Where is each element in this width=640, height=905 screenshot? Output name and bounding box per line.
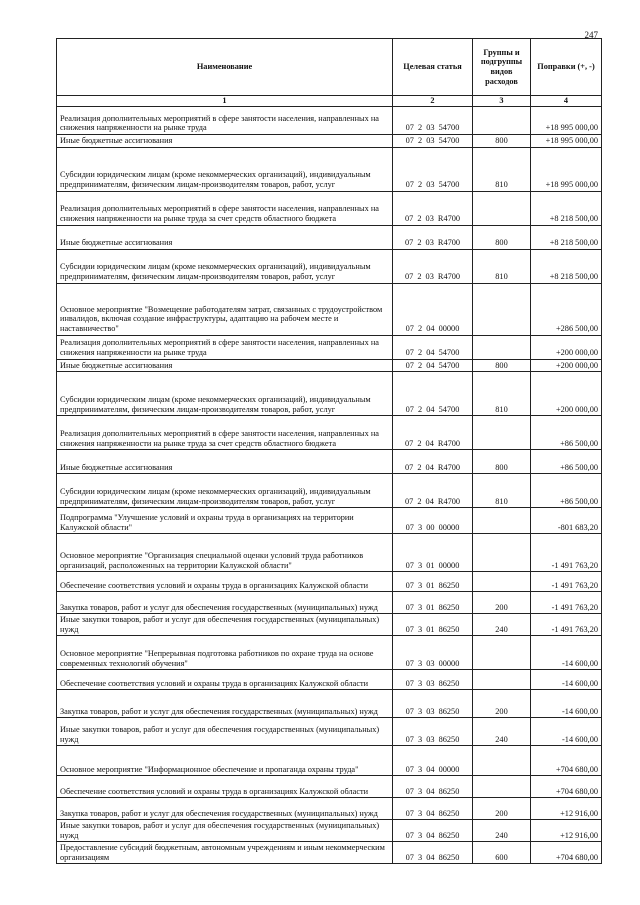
- row-amount: +18 995 000,00: [531, 107, 602, 135]
- table-row: [57, 670, 602, 690]
- table-row: [57, 372, 602, 416]
- header-amount: Поправки (+, -): [531, 39, 602, 96]
- row-article-code: 07 2 03 54700: [393, 107, 473, 135]
- row-group-code: [473, 416, 531, 450]
- table-row: [57, 572, 602, 592]
- row-amount: +12 916,00: [531, 820, 602, 842]
- header-name: Наименование: [57, 39, 393, 96]
- row-name: Реализация дополнительных мероприятий в сфере занятости населения, направленных на снижения напряженности на рынке труда: [57, 335, 393, 359]
- header-article: Целевая статья: [393, 39, 473, 96]
- row-name: Подпрограмма "Улучшение условий и охраны труда в организациях на территории Калужской области": [57, 508, 393, 534]
- row-group-code: [473, 534, 531, 572]
- table-row: [57, 798, 602, 820]
- row-group-code: 810: [473, 474, 531, 508]
- row-amount: +200 000,00: [531, 372, 602, 416]
- table-row: [57, 776, 602, 798]
- row-group-code: 240: [473, 718, 531, 746]
- row-article-code: 07 2 04 R4700: [393, 474, 473, 508]
- row-name: Субсидии юридическим лицам (кроме некоммерческих организаций), индивидуальным предпринимателям, физическим лицам-производителям товаров, работ, услуг: [57, 474, 393, 508]
- row-amount: +704 680,00: [531, 842, 602, 864]
- row-amount: +286 500,00: [531, 283, 602, 335]
- row-group-code: 200: [473, 690, 531, 718]
- row-article-code: 07 3 03 86250: [393, 690, 473, 718]
- row-group-code: [473, 572, 531, 592]
- table-row: [57, 359, 602, 372]
- row-amount: +86 500,00: [531, 474, 602, 508]
- row-name: Основное мероприятие "Информационное обеспечение и пропаганда охраны труда": [57, 746, 393, 776]
- table-row: [57, 534, 602, 572]
- row-name: Основное мероприятие "Возмещение работодателям затрат, связанных с трудоустройством инвалидов, включая создание инфраструктуры, адаптацию на рабочем месте и наставничество": [57, 283, 393, 335]
- column-number-row: [57, 96, 602, 107]
- row-article-code: 07 3 03 00000: [393, 636, 473, 670]
- row-name: Субсидии юридическим лицам (кроме некоммерческих организаций), индивидуальным предпринимателям, физическим лицам-производителям товаров, работ, услуг: [57, 372, 393, 416]
- row-article-code: 07 3 00 00000: [393, 508, 473, 534]
- row-name: Реализация дополнительных мероприятий в сфере занятости населения, направленных на снижения напряженности на рынке труда: [57, 107, 393, 135]
- table-row: [57, 508, 602, 534]
- table-row: [57, 690, 602, 718]
- table-row: [57, 249, 602, 283]
- row-name: Обеспечение соответствия условий и охраны труда в организациях Калужской области: [57, 776, 393, 798]
- row-group-code: 200: [473, 592, 531, 614]
- row-amount: +704 680,00: [531, 746, 602, 776]
- row-article-code: 07 2 04 R4700: [393, 450, 473, 474]
- table-row: [57, 636, 602, 670]
- row-group-code: [473, 283, 531, 335]
- column-number: 3: [473, 96, 531, 107]
- row-group-code: 240: [473, 820, 531, 842]
- table-row: [57, 820, 602, 842]
- row-name: Иные закупки товаров, работ и услуг для обеспечения государственных (муниципальных) нужд: [57, 718, 393, 746]
- row-group-code: 800: [473, 359, 531, 372]
- column-number: 1: [57, 96, 393, 107]
- table-row: [57, 225, 602, 249]
- row-article-code: 07 3 03 86250: [393, 718, 473, 746]
- row-group-code: [473, 107, 531, 135]
- row-article-code: 07 3 04 00000: [393, 746, 473, 776]
- row-name: Реализация дополнительных мероприятий в сфере занятости населения, направленных на снижения напряженности на рынке труда за счет средств областного бюджета: [57, 416, 393, 450]
- table-row: [57, 614, 602, 636]
- row-group-code: [473, 670, 531, 690]
- row-group-code: 810: [473, 147, 531, 191]
- row-group-code: 810: [473, 249, 531, 283]
- row-article-code: 07 3 04 86250: [393, 798, 473, 820]
- table-row: [57, 147, 602, 191]
- row-group-code: 200: [473, 798, 531, 820]
- row-article-code: 07 2 04 54700: [393, 359, 473, 372]
- row-name: Субсидии юридическим лицам (кроме некоммерческих организаций), индивидуальным предпринимателям, физическим лицам-производителям товаров, работ, услуг: [57, 147, 393, 191]
- column-number: 4: [531, 96, 602, 107]
- row-amount: +18 995 000,00: [531, 147, 602, 191]
- row-group-code: [473, 776, 531, 798]
- budget-table: [56, 38, 602, 864]
- row-amount: +12 916,00: [531, 798, 602, 820]
- row-article-code: 07 3 01 86250: [393, 572, 473, 592]
- table-row: [57, 191, 602, 225]
- row-article-code: 07 2 03 R4700: [393, 249, 473, 283]
- row-name: Предоставление субсидий бюджетным, автономным учреждениям и иным некоммерческим организациям: [57, 842, 393, 864]
- row-name: Субсидии юридическим лицам (кроме некоммерческих организаций), индивидуальным предпринимателям, физическим лицам-производителям товаров, работ, услуг: [57, 249, 393, 283]
- row-article-code: 07 2 04 00000: [393, 283, 473, 335]
- row-name: Реализация дополнительных мероприятий в сфере занятости населения, направленных на снижения напряженности на рынке труда за счет средств областного бюджета: [57, 191, 393, 225]
- row-amount: +704 680,00: [531, 776, 602, 798]
- header-group: Группы и подгруппы видов расходов: [473, 39, 531, 96]
- row-amount: -14 600,00: [531, 690, 602, 718]
- row-group-code: [473, 636, 531, 670]
- row-group-code: 810: [473, 372, 531, 416]
- row-article-code: 07 3 01 00000: [393, 534, 473, 572]
- row-amount: +8 218 500,00: [531, 225, 602, 249]
- row-amount: +18 995 000,00: [531, 135, 602, 148]
- row-article-code: 07 3 03 86250: [393, 670, 473, 690]
- row-name: Иные бюджетные ассигнования: [57, 225, 393, 249]
- row-name: Иные бюджетные ассигнования: [57, 359, 393, 372]
- row-article-code: 07 2 04 54700: [393, 335, 473, 359]
- table-row: [57, 842, 602, 864]
- row-amount: +86 500,00: [531, 450, 602, 474]
- row-amount: -14 600,00: [531, 636, 602, 670]
- row-name: Иные закупки товаров, работ и услуг для обеспечения государственных (муниципальных) нужд: [57, 614, 393, 636]
- row-article-code: 07 2 03 54700: [393, 147, 473, 191]
- table-header-row: [57, 39, 602, 96]
- row-article-code: 07 2 03 R4700: [393, 191, 473, 225]
- row-group-code: 800: [473, 135, 531, 148]
- row-name: Обеспечение соответствия условий и охраны труда в организациях Калужской области: [57, 572, 393, 592]
- row-amount: -14 600,00: [531, 670, 602, 690]
- row-group-code: [473, 335, 531, 359]
- row-article-code: 07 2 04 R4700: [393, 416, 473, 450]
- row-name: Иные бюджетные ассигнования: [57, 135, 393, 148]
- row-name: Обеспечение соответствия условий и охраны труда в организациях Калужской области: [57, 670, 393, 690]
- row-amount: +200 000,00: [531, 359, 602, 372]
- row-article-code: 07 3 01 86250: [393, 614, 473, 636]
- row-amount: -1 491 763,20: [531, 572, 602, 592]
- row-amount: +8 218 500,00: [531, 249, 602, 283]
- row-article-code: 07 3 01 86250: [393, 592, 473, 614]
- table-row: [57, 283, 602, 335]
- row-group-code: 600: [473, 842, 531, 864]
- row-article-code: 07 2 03 54700: [393, 135, 473, 148]
- row-group-code: [473, 191, 531, 225]
- table-row: [57, 474, 602, 508]
- row-amount: +8 218 500,00: [531, 191, 602, 225]
- row-name: Иные закупки товаров, работ и услуг для обеспечения государственных (муниципальных) нужд: [57, 820, 393, 842]
- row-group-code: 800: [473, 225, 531, 249]
- row-article-code: 07 3 04 86250: [393, 776, 473, 798]
- table-row: [57, 746, 602, 776]
- row-group-code: [473, 508, 531, 534]
- row-amount: +200 000,00: [531, 335, 602, 359]
- table-row: [57, 107, 602, 135]
- row-amount: -14 600,00: [531, 718, 602, 746]
- table-row: [57, 135, 602, 148]
- table-row: [57, 592, 602, 614]
- row-group-code: 800: [473, 450, 531, 474]
- row-name: Закупка товаров, работ и услуг для обеспечения государственных (муниципальных) нужд: [57, 592, 393, 614]
- column-number: 2: [393, 96, 473, 107]
- row-group-code: [473, 746, 531, 776]
- row-amount: -1 491 763,20: [531, 534, 602, 572]
- table-body: [57, 107, 602, 864]
- table-row: [57, 450, 602, 474]
- row-amount: +86 500,00: [531, 416, 602, 450]
- row-name: Закупка товаров, работ и услуг для обеспечения государственных (муниципальных) нужд: [57, 798, 393, 820]
- table-row: [57, 718, 602, 746]
- row-name: Иные бюджетные ассигнования: [57, 450, 393, 474]
- page-number: 247: [584, 30, 598, 40]
- row-amount: -801 683,20: [531, 508, 602, 534]
- row-article-code: 07 3 04 86250: [393, 820, 473, 842]
- row-name: Основное мероприятие "Организация специальной оценки условий труда работников организаций, расположенных на территории Калужской области": [57, 534, 393, 572]
- row-group-code: 240: [473, 614, 531, 636]
- row-name: Закупка товаров, работ и услуг для обеспечения государственных (муниципальных) нужд: [57, 690, 393, 718]
- row-amount: -1 491 763,20: [531, 592, 602, 614]
- row-article-code: 07 3 04 86250: [393, 842, 473, 864]
- row-article-code: 07 2 04 54700: [393, 372, 473, 416]
- row-name: Основное мероприятие "Непрерывная подготовка работников по охране труда на основе современных технологий обучения": [57, 636, 393, 670]
- row-article-code: 07 2 03 R4700: [393, 225, 473, 249]
- table-row: [57, 416, 602, 450]
- table-row: [57, 335, 602, 359]
- row-amount: -1 491 763,20: [531, 614, 602, 636]
